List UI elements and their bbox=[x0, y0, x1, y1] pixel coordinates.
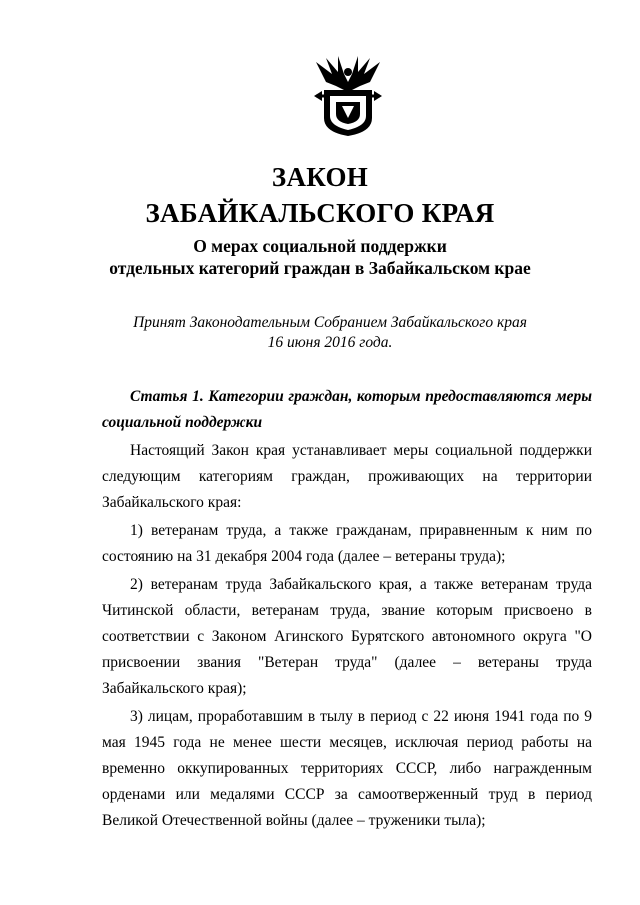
list-item: 2) ветеранам труда Забайкальского края, а также ветеранам труда Читинской области, ветеранам труда, звание которым присвоено в соответствии с Законом Агинского Бурятского автономного округа "О присвоении звания "Ветеран труда" (далее – ветераны труда Забайкальского края); bbox=[102, 576, 592, 697]
list-item: 1) ветеранам труда, а также гражданам, приравненным к ним по состоянию на 31 декабря 2004 года (далее – ветераны труда); bbox=[102, 522, 592, 565]
adoption-date: 16 июня 2016 года. bbox=[267, 334, 393, 351]
article-intro-paragraph: Настоящий Закон края устанавливает меры социальной поддержки следующим категориям граждан, проживающих на территории Забайкальского края: bbox=[102, 442, 592, 511]
law-subject-line1: О мерах социальной поддержки bbox=[193, 236, 447, 256]
document-body bbox=[102, 384, 592, 834]
law-subject-line2: отдельных категорий граждан в Забайкальском крае bbox=[109, 258, 531, 278]
coat-of-arms-icon bbox=[312, 52, 384, 136]
list-item: 3) лицам, проработавшим в тылу в период с 22 июня 1941 года по 9 мая 1945 года не менее шести месяцев, исключая период работы на временно оккупированных территориях СССР, либо награжденным орденами или медалями СССР за самоотверженный труд в период Великой Отечественной войны (далее – труженики тыла); bbox=[102, 708, 592, 829]
law-region-title: ЗАБАЙКАЛЬСКОГО КРАЯ bbox=[145, 198, 495, 228]
adoption-note: Принят Законодательным Собранием Забайкальского края bbox=[133, 314, 527, 331]
article-heading: Статья 1. Категории граждан, которым предоставляются меры социальной поддержки bbox=[102, 388, 592, 431]
law-title: ЗАКОН bbox=[271, 162, 369, 192]
